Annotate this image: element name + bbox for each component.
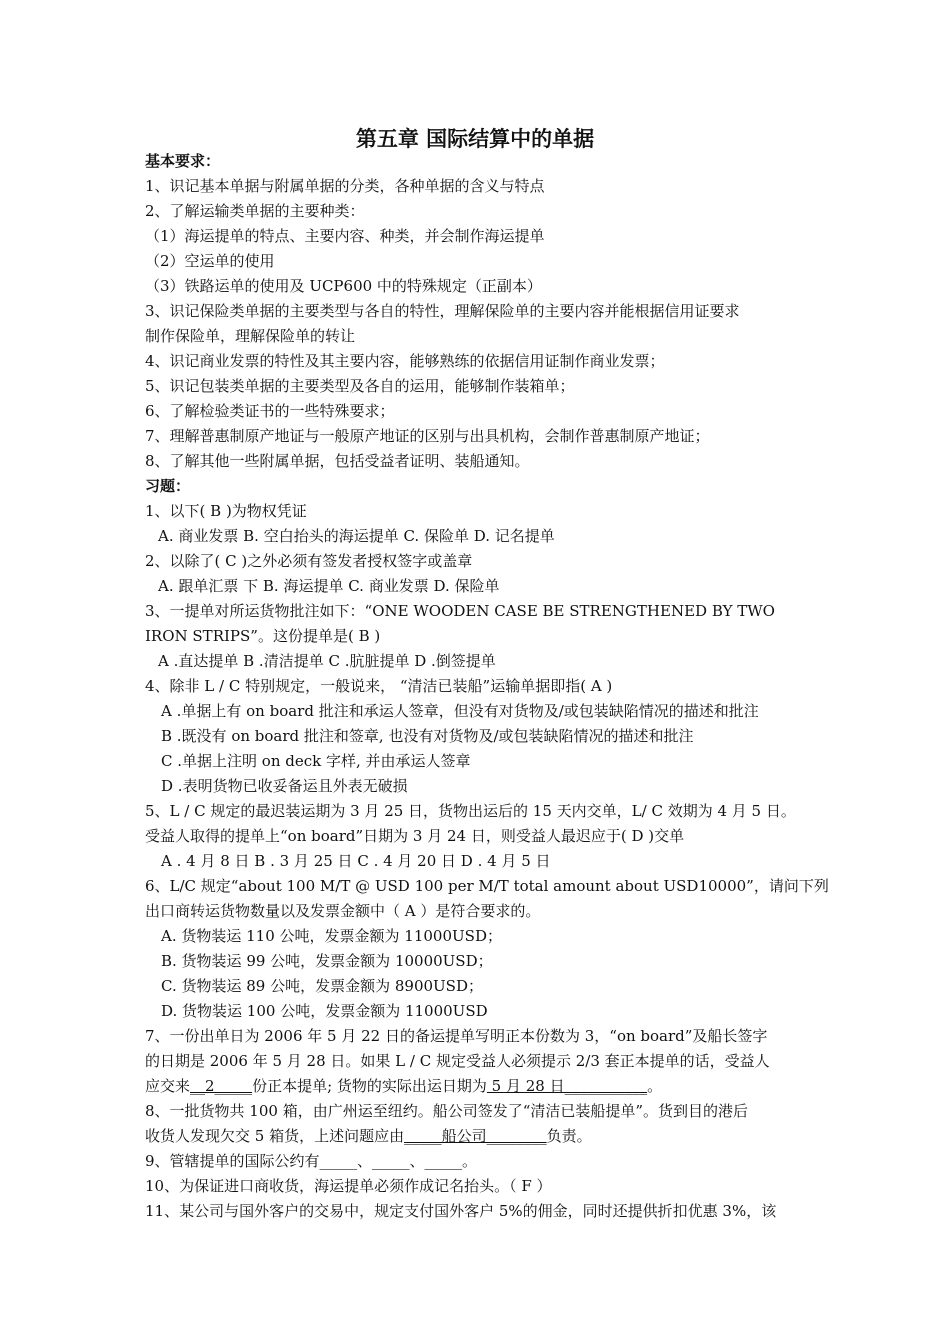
question-8-text: 收货人发现欠交 5 箱货，上述问题应由 (145, 1127, 405, 1145)
question-4-stem: 4、除非 L / C 特别规定，一般说来， “清洁已装船”运输单据即指( A ) (145, 677, 613, 695)
question-10-stem: 10、为保证进口商收货，海运提单必须作成记名抬头。（ F ） (145, 1177, 552, 1195)
question-7-blank-copies: __2_____ (190, 1077, 253, 1095)
question-11-stem: 11、某公司与国外客户的交易中，规定支付国外客户 5%的佣金，同时还提供折扣优惠 3%，该 (145, 1202, 777, 1220)
question-7-stem-continued: 的日期是 2006 年 5 月 28 日。如果 L / C 规定受益人必须提示 2/3 套正本提单的话，受益人 (145, 1052, 770, 1070)
question-3-options: A .直达提单 B .清洁提单 C .肮脏提单 D .倒签提单 (158, 652, 496, 670)
requirement-subitem: （3）铁路运单的使用及 UCP600 中的特殊规定（正副本） (145, 277, 542, 295)
question-6-stem: 6、L/C 规定“about 100 M/T @ USD 100 per M/T total amount about USD10000”，请问下列 (145, 877, 829, 895)
question-7-text: 。 (647, 1077, 663, 1095)
question-3-stem: 3、一提单对所运货物批注如下：“ONE WOODEN CASE BE STRENGTHENED BY TWO (145, 602, 775, 620)
requirement-item: 8、了解其他一些附属单据，包括受益者证明、装船通知。 (145, 452, 530, 470)
question-4-option-a: A .单据上有 on board 批注和承运人签章，但没有对货物及/或包装缺陷情况的描述和批注 (161, 702, 759, 720)
question-4-option-b: B .既没有 on board 批注和签章, 也没有对货物及/或包装缺陷情况的描述和批注 (161, 727, 694, 745)
question-8-answer-line (145, 1124, 592, 1148)
question-9-stem: 9、管辖提单的国际公约有_____、_____、_____。 (145, 1152, 478, 1170)
requirement-item: 2、了解运输类单据的主要种类： (145, 202, 365, 220)
question-8-stem: 8、一批货物共 100 箱，由广州运至纽约。船公司签发了“清洁已装船提单”。货到目的港后 (145, 1102, 749, 1120)
question-5-stem: 5、L / C 规定的最迟装运期为 3 月 25 日，货物出运后的 15 天内交单，L/ C 效期为 4 月 5 日。 (145, 802, 796, 820)
exercises-heading: 习题： (145, 477, 191, 495)
requirement-item: 4、识记商业发票的特性及其主要内容，能够熟练的依据信用证制作商业发票； (145, 352, 665, 370)
requirement-item: 1、识记基本单据与附属单据的分类，各种单据的含义与特点 (145, 177, 545, 195)
requirement-item-continued: 制作保险单，理解保险单的转让 (145, 327, 356, 345)
question-8-blank-carrier: _____船公司________ (404, 1127, 547, 1145)
question-8-text: 负责。 (546, 1127, 592, 1145)
requirement-item: 6、了解检验类证书的一些特殊要求； (145, 402, 395, 420)
question-6-stem-continued: 出口商转运货物数量以及发票金额中（ A ）是符合要求的。 (145, 902, 541, 920)
question-1-stem: 1、以下( B )为物权凭证 (145, 502, 307, 520)
requirement-subitem: （1）海运提单的特点、主要内容、种类，并会制作海运提单 (145, 227, 545, 245)
question-3-stem-continued: IRON STRIPS”。这份提单是( B ) (145, 627, 381, 645)
question-6-option-c: C. 货物装运 89 公吨，发票金额为 8900USD； (161, 977, 483, 995)
question-5-stem-continued: 受益人取得的提单上“on board”日期为 3 月 24 日，则受益人最迟应于( D )交单 (145, 827, 685, 845)
requirement-item: 5、识记包装类单据的主要类型及各自的运用，能够制作装箱单； (145, 377, 575, 395)
question-2-options: A. 跟单汇票 下 B. 海运提单 C. 商业发票 D. 保险单 (158, 577, 500, 595)
requirement-subitem: （2）空运单的使用 (145, 252, 275, 270)
question-4-option-c: C .单据上注明 on deck 字样, 并由承运人签章 (161, 752, 471, 770)
question-1-options: A. 商业发票 B. 空白抬头的海运提单 C. 保险单 D. 记名提单 (158, 527, 555, 545)
requirement-item: 7、理解普惠制原产地证与一般原产地证的区别与出具机构，会制作普惠制原产地证； (145, 427, 710, 445)
question-7-stem: 7、一份出单日为 2006 年 5 月 22 日的备运提单写明正本份数为 3，“on board”及船长签字 (145, 1027, 768, 1045)
question-7-blank-date: 5 月 28 日___________ (486, 1077, 648, 1095)
question-7-answer-line (145, 1074, 662, 1098)
question-6-option-b: B. 货物装运 99 公吨，发票金额为 10000USD； (161, 952, 493, 970)
question-6-option-d: D. 货物装运 100 公吨，发票金额为 11000USD (161, 1002, 488, 1020)
question-4-option-d: D .表明货物已收妥备运且外表无破损 (161, 777, 408, 795)
requirements-heading: 基本要求： (145, 152, 221, 170)
requirement-item: 3、识记保险类单据的主要类型与各自的特性，理解保险单的主要内容并能根据信用证要求 (145, 302, 740, 320)
question-5-options: A . 4 月 8 日 B . 3 月 25 日 C . 4 月 20 日 D . 4 月 5 日 (161, 852, 551, 870)
question-2-stem: 2、以除了( C )之外必须有签发者授权签字或盖章 (145, 552, 473, 570)
question-6-option-a: A. 货物装运 110 公吨，发票金额为 11000USD； (161, 927, 502, 945)
question-7-text: 应交来 (145, 1077, 191, 1095)
question-7-text: 份正本提单; 货物的实际出运日期为 (252, 1077, 487, 1095)
chapter-title: 第五章 国际结算中的单据 (355, 126, 595, 151)
